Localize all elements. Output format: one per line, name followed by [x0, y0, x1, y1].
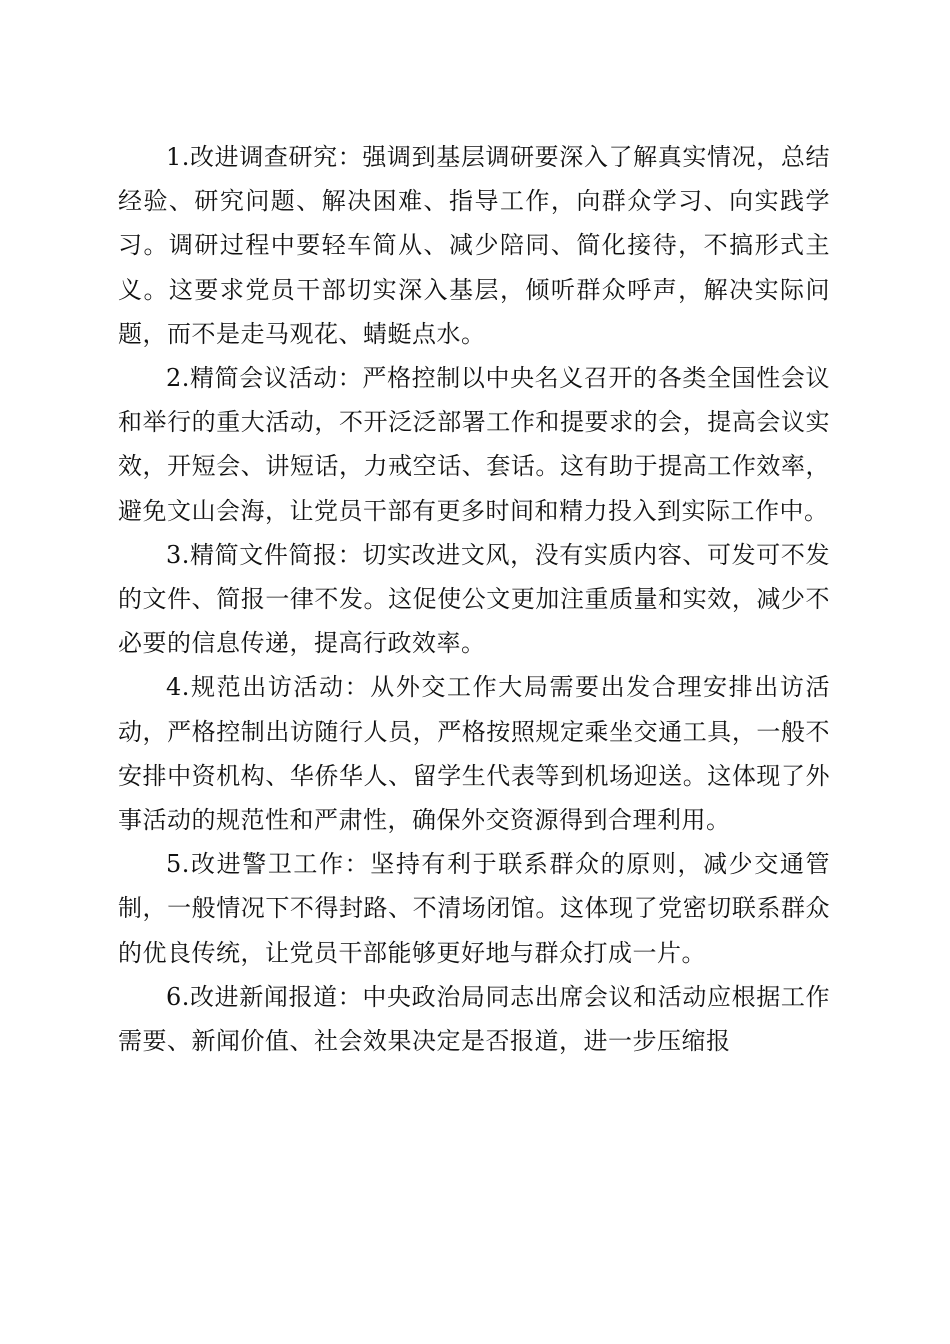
- paragraph-6: 6.改进新闻报道：中央政治局同志出席会议和活动应根据工作需要、新闻价值、社会效果决定是否报道，进一步压缩报: [118, 982, 830, 1056]
- paragraph-5: 5.改进警卫工作：坚持有利于联系群众的原则，减少交通管制，一般情况下不得封路、不清场闭馆。这体现了党密切联系群众的优良传统，让党员干部能够更好地与群众打成一片。: [118, 850, 830, 967]
- paragraph-4: 4.规范出访活动：从外交工作大局需要出发合理安排出访活动，严格控制出访随行人员，严格按照规定乘坐交通工具，一般不安排中资机构、华侨华人、留学生代表等到机场迎送。这体现了外事活动的规范性和严肃性，确保外交资源得到合理利用。: [118, 673, 830, 835]
- paragraph-3: 3.精简文件简报：切实改进文风，没有实质内容、可发可不发的文件、简报一律不发。这促使公文更加注重质量和实效，减少不必要的信息传递，提高行政效率。: [118, 540, 830, 658]
- document-body: [118, 135, 830, 1063]
- paragraph-2: 2.精简会议活动：严格控制以中央名义召开的各类全国性会议和举行的重大活动，不开泛泛部署工作和提要求的会，提高会议实效，开短会、讲短话，力戒空话、套话。这有助于提高工作效率，避免文山会海，让党员干部有更多时间和精力投入到实际工作中。: [118, 364, 830, 525]
- paragraph-1: 1.改进调查研究：强调到基层调研要深入了解真实情况，总结经验、研究问题、解决困难、指导工作，向群众学习、向实践学习。调研过程中要轻车简从、减少陪同、简化接待，不搞形式主义。这要求党员干部切实深入基层，倾听群众呼声，解决实际问题，而不是走马观花、蜻蜓点水。: [118, 143, 830, 348]
